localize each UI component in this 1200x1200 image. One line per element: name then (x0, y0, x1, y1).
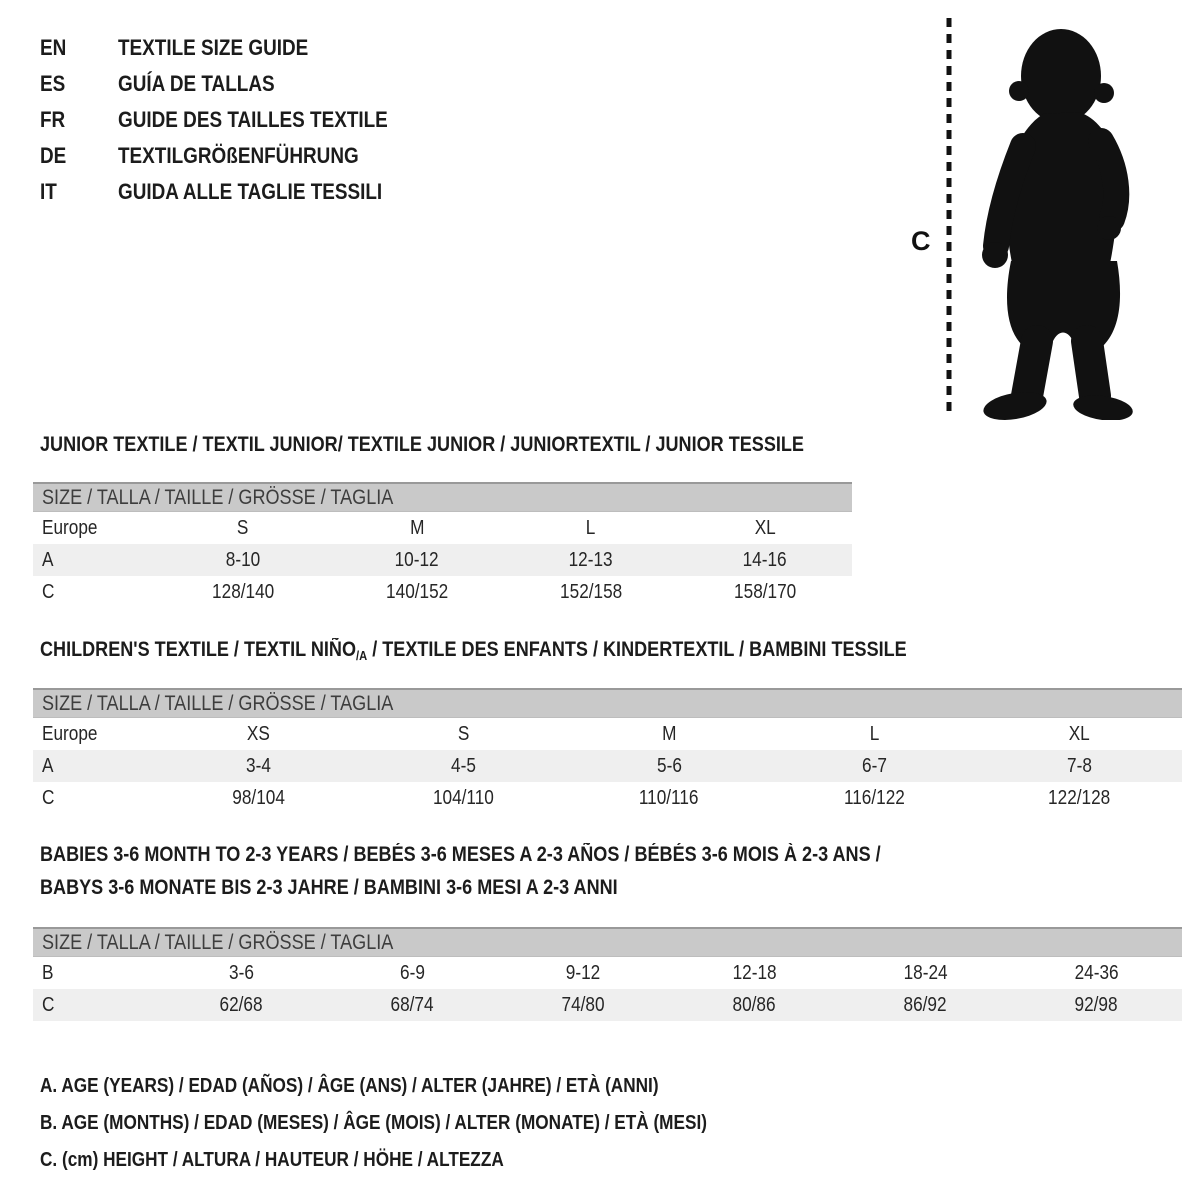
silhouette-ear-right (1094, 83, 1114, 103)
guide-title-it: GUIDA ALLE TAGLIE TESSILI (118, 179, 383, 204)
language-code: FR (40, 107, 66, 132)
table-row-age-years (33, 544, 852, 576)
language-code: IT (40, 179, 57, 204)
height-cell: 86/92 (903, 993, 948, 1016)
size-header-bar: SIZE / TALLA / TAILLE / GRÖSSE / TAGLIA (33, 927, 1182, 957)
title-subscript: /A (356, 648, 368, 663)
height-cell: 74/80 (561, 993, 606, 1016)
height-cell: 158/170 (733, 580, 797, 603)
age-cell: 5-6 (656, 754, 682, 777)
age-cell: 8-10 (225, 548, 261, 571)
legend-age-years: A. AGE (YEARS) / EDAD (AÑOS) / ÂGE (ANS) / ALTER (JAHRE) / ETÀ (ANNI) (40, 1075, 659, 1097)
children-size-table (33, 688, 1182, 814)
height-cell: 62/68 (219, 993, 264, 1016)
age-cell: 7-8 (1066, 754, 1092, 777)
table-row-europe (33, 512, 852, 544)
size-header-bar: SIZE / TALLA / TAILLE / GRÖSSE / TAGLIA (33, 482, 852, 512)
legend-age-months: B. AGE (MONTHS) / EDAD (MESES) / ÂGE (MOIS) / ALTER (MONATE) / ETÀ (MESI) (40, 1112, 707, 1134)
height-cell: 122/128 (1048, 786, 1111, 809)
babies-section-title-line1: BABIES 3-6 MONTH TO 2-3 YEARS / BEBÉS 3-6 MESES A 2-3 AÑOS / BÉBÉS 3-6 MOIS À 2-3 ANS / (40, 843, 881, 866)
table-row-height-cm (33, 989, 1182, 1021)
height-cell: 110/116 (639, 786, 699, 809)
height-cell: 92/98 (1074, 993, 1119, 1016)
size-cell: XL (1068, 722, 1090, 745)
row-label: Europe (42, 722, 98, 745)
measurement-legend (40, 1068, 816, 1179)
size-cell: S (237, 516, 249, 539)
toddler-figure-svg (893, 8, 1153, 420)
height-cell: 128/140 (211, 580, 275, 603)
age-cell: 12-18 (732, 961, 777, 984)
height-cell: 80/86 (732, 993, 777, 1016)
age-cell: 3-4 (246, 754, 272, 777)
size-cell: L (586, 516, 596, 539)
silhouette-leg-left (1027, 341, 1037, 396)
table-row-europe (33, 718, 1182, 750)
age-cell: 12-13 (569, 548, 613, 571)
toddler-silhouette (981, 29, 1134, 420)
language-row-fr (40, 102, 432, 138)
height-cell: 140/152 (385, 580, 449, 603)
language-code: EN (40, 35, 67, 60)
children-section-title: CHILDREN'S TEXTILE / TEXTIL NIÑO/A / TEXTILE DES ENFANTS / KINDERTEXTIL / BAMBINI TESSILE (40, 638, 907, 663)
size-cell: XS (247, 722, 271, 745)
size-cell: M (409, 516, 425, 539)
junior-size-table (33, 482, 852, 608)
guide-title-fr: GUIDE DES TAILLES TEXTILE (118, 107, 388, 132)
height-measure-figure (893, 8, 1153, 420)
height-cell: 98/104 (232, 786, 285, 809)
babies-size-table (33, 927, 1182, 1021)
silhouette-arm-right (1101, 141, 1116, 219)
table-row-height-cm (33, 576, 852, 608)
height-cell: 104/110 (433, 786, 495, 809)
table-row-height-cm (33, 782, 1182, 814)
language-title-list (40, 30, 432, 210)
size-cell: L (869, 722, 879, 745)
size-header-bar: SIZE / TALLA / TAILLE / GRÖSSE / TAGLIA (33, 688, 1182, 718)
age-cell: 10-12 (395, 548, 439, 571)
babies-section-title-line2: BABYS 3-6 MONATE BIS 2-3 JAHRE / BAMBINI 3-6 MESI A 2-3 ANNI (40, 876, 618, 899)
silhouette-ear-left (1009, 81, 1029, 101)
language-code: DE (40, 143, 67, 168)
age-cell: 9-12 (566, 961, 601, 984)
height-measure-label: C (911, 226, 931, 256)
age-cell: 14-16 (743, 548, 787, 571)
table-row-age-years (33, 750, 1182, 782)
row-label: C (42, 580, 55, 603)
age-cell: 4-5 (451, 754, 477, 777)
language-row-en (40, 30, 432, 66)
silhouette-leg-right (1087, 341, 1095, 396)
age-cell: 3-6 (229, 961, 254, 984)
language-row-es (40, 66, 432, 102)
silhouette-hand-right (1097, 216, 1121, 240)
silhouette-hand-left (982, 242, 1008, 268)
row-label: B (42, 961, 54, 984)
guide-title-de: TEXTILGRÖßENFÜHRUNG (118, 143, 359, 168)
guide-title-es: GUÍA DE TALLAS (118, 71, 275, 96)
height-cell: 68/74 (390, 993, 435, 1016)
size-cell: S (458, 722, 470, 745)
row-label: A (42, 548, 54, 571)
table-row-age-months (33, 957, 1182, 989)
row-label: Europe (42, 516, 98, 539)
height-cell: 116/122 (843, 786, 905, 809)
height-cell: 152/158 (559, 580, 623, 603)
size-cell: XL (754, 516, 776, 539)
age-cell: 18-24 (903, 961, 948, 984)
age-cell: 6-7 (861, 754, 887, 777)
silhouette-head (1021, 29, 1101, 123)
guide-title-en: TEXTILE SIZE GUIDE (118, 35, 309, 60)
row-label: C (42, 786, 55, 809)
row-label: A (42, 754, 54, 777)
language-code: ES (40, 71, 66, 96)
language-row-de (40, 138, 432, 174)
age-cell: 24-36 (1074, 961, 1119, 984)
legend-height-cm: C. (cm) HEIGHT / ALTURA / HAUTEUR / HÖHE / ALTEZZA (40, 1149, 504, 1171)
row-label: C (42, 993, 55, 1016)
language-row-it (40, 174, 432, 210)
junior-section-title: JUNIOR TEXTILE / TEXTIL JUNIOR/ TEXTILE JUNIOR / JUNIORTEXTIL / JUNIOR TESSILE (40, 433, 804, 456)
age-cell: 6-9 (400, 961, 425, 984)
size-cell: M (661, 722, 677, 745)
